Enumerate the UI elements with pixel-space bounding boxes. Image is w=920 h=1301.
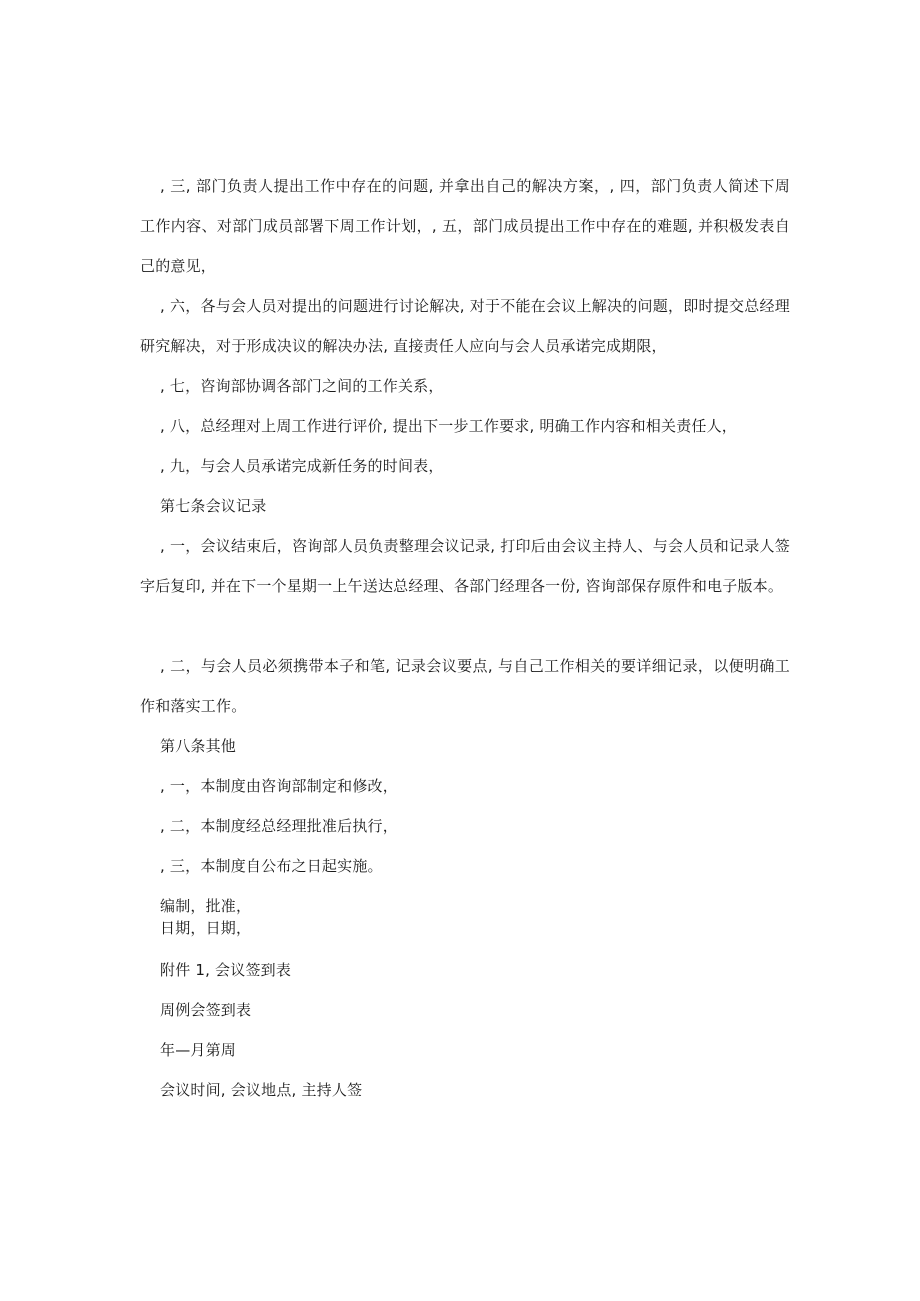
paragraph-item-8: , 八，总经理对上周工作进行评价, 提出下一步工作要求, 明确工作内容和相关责任人，: [160, 417, 738, 435]
sign-in-sheet-title: 周例会签到表: [160, 1001, 252, 1019]
section-heading-article-8: 第八条其他: [160, 737, 237, 755]
paragraph-other-3: , 三，本制度自公布之日起实施。: [160, 857, 383, 875]
year-month-week-line: 年—月第周: [160, 1041, 237, 1059]
section-heading-article-7: 第七条会议记录: [160, 497, 267, 515]
signature-line-prepared-approved: 编制，批准，: [160, 897, 252, 915]
meeting-info-line: 会议时间, 会议地点, 主持人签: [160, 1081, 363, 1099]
paragraph-item-7: , 七，咨询部协调各部门之间的工作关系，: [160, 377, 444, 395]
paragraph-other-1: , 一，本制度由咨询部制定和修改，: [160, 777, 398, 795]
paragraph-other-2: , 二，本制度经总经理批准后执行，: [160, 817, 398, 835]
paragraph-record-2: , 二，与会人员必须携带本子和笔, 记录会议要点, 与自己工作相关的要详细记录，以便明确工作和落实工作。: [140, 657, 790, 715]
paragraph-item-6: , 六，各与会人员对提出的问题进行讨论解决, 对于不能在会议上解决的问题，即时提交总经理研究解决，对于形成决议的解决办法, 直接责任人应向与会人员承诺完成期限，: [140, 297, 790, 355]
paragraph-record-1: , 一，会议结束后，咨询部人员负责整理会议记录, 打印后由会议主持人、与会人员和记录人签字后复印, 并在下一个星期一上午送达总经理、各部门经理各一份, 咨询部保存原件和电子版本。: [140, 537, 790, 595]
paragraph-item-9: , 九，与会人员承诺完成新任务的时间表，: [160, 457, 444, 475]
appendix-title: 附件 1, 会议签到表: [160, 961, 292, 979]
signature-line-dates: 日期，日期，: [160, 919, 252, 937]
paragraph-item-3-5: , 三, 部门负责人提出工作中存在的问题, 并拿出自己的解决方案，, 四，部门负责人简述下周工作内容、对部门成员部署下周工作计划，, 五，部门成员提出工作中存在的难题, 并积极发表自己的意见，: [140, 177, 790, 275]
